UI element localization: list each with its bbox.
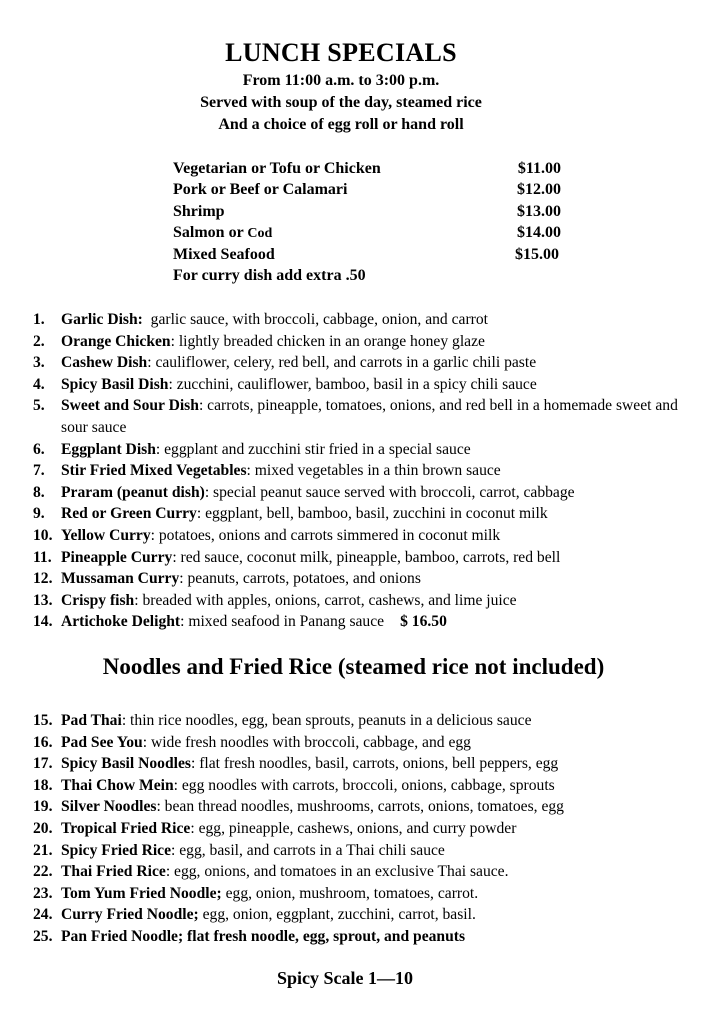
curry-note: For curry dish add extra .50 bbox=[173, 266, 366, 284]
price-row bbox=[173, 244, 573, 265]
menu-item-number: 11. bbox=[33, 548, 52, 566]
menu-item-number: 15. bbox=[33, 712, 53, 729]
menu-item-number: 24. bbox=[33, 906, 53, 924]
menu-item-name: Spicy Basil Dish bbox=[61, 375, 169, 393]
price-row bbox=[173, 222, 573, 243]
menu-item bbox=[33, 309, 693, 331]
price-value: $15.00 bbox=[515, 245, 559, 263]
menu-item-number: 16. bbox=[33, 733, 53, 751]
menu-item-name: Artichoke Delight bbox=[61, 613, 181, 631]
menu-item bbox=[33, 840, 693, 862]
menu-item-description: : bean thread noodles, mushrooms, carrots, onions, tomatoes, egg bbox=[156, 798, 564, 816]
menu-item bbox=[33, 590, 693, 612]
menu-item-number: 8. bbox=[33, 483, 45, 501]
menu-item-description: : egg, basil, and carrots in a Thai chili sauce bbox=[171, 841, 445, 859]
menu-item-name: Crispy fish bbox=[61, 591, 135, 609]
menu-item bbox=[33, 439, 693, 461]
menu-item-description: : wide fresh noodles with broccoli, cabbage, and egg bbox=[142, 733, 471, 751]
menu-item-number: 12. bbox=[33, 570, 53, 588]
menu-item-description: : lightly breaded chicken in an orange honey glaze bbox=[170, 332, 485, 350]
menu-item-number: 20. bbox=[33, 819, 53, 837]
menu-item-description: garlic sauce, with broccoli, cabbage, onion, and carrot bbox=[142, 311, 488, 328]
menu-item-name: Pineapple Curry bbox=[61, 548, 173, 566]
menu-item-description: : potatoes, onions and carrots simmered in coconut milk bbox=[150, 526, 501, 544]
menu-item-name: Orange Chicken bbox=[61, 332, 171, 350]
menu-item-number: 18. bbox=[33, 776, 53, 794]
menu-item-description: : red sauce, coconut milk, pineapple, bamboo, carrots, red bell bbox=[172, 548, 561, 566]
menu-item-number: 14. bbox=[33, 613, 53, 631]
menu-item-description: : zucchini, cauliflower, bamboo, basil in a spicy chili sauce bbox=[168, 375, 537, 393]
menu-item-description: flat fresh noodle, egg, sprout, and peanuts bbox=[183, 927, 466, 945]
menu-item-name: Eggplant Dish bbox=[61, 440, 156, 458]
menu-item-name: Sweet and Sour Dish bbox=[61, 397, 199, 415]
menu-item-name: Spicy Basil Noodles bbox=[61, 755, 191, 773]
menu-item-name: Pan Fried Noodle; bbox=[61, 927, 184, 945]
menu-item-name: Spicy Fried Rice bbox=[61, 841, 172, 859]
menu-item-number: 7. bbox=[33, 462, 45, 480]
choice-line: And a choice of egg roll or hand roll bbox=[218, 116, 464, 133]
menu-item bbox=[33, 710, 693, 732]
menu-item bbox=[33, 568, 693, 590]
menu-item-name: Pad Thai bbox=[61, 712, 122, 729]
menu-item-description: : mixed seafood in Panang sauce bbox=[180, 613, 385, 631]
price-table bbox=[173, 158, 573, 286]
menu-item-name: Silver Noodles bbox=[61, 798, 157, 816]
menu-item bbox=[33, 732, 693, 754]
menu-item bbox=[33, 331, 693, 353]
menu-item-number: 25. bbox=[33, 927, 53, 945]
price-row bbox=[173, 158, 573, 179]
noodle-items-list bbox=[33, 710, 693, 948]
menu-item-number: 5. bbox=[33, 397, 45, 415]
menu-item bbox=[33, 861, 693, 883]
menu-item bbox=[33, 611, 693, 633]
menu-item-description: : special peanut sauce served with broccoli, carrot, cabbage bbox=[204, 483, 575, 501]
menu-item-description: : eggplant, bell, bamboo, basil, zucchini in coconut milk bbox=[196, 505, 548, 523]
menu-item-description: : egg, pineapple, cashews, onions, and curry powder bbox=[190, 819, 517, 837]
price-row bbox=[173, 201, 573, 222]
menu-item-name: Praram (peanut dish) bbox=[61, 483, 205, 501]
menu-item-name: Tropical Fried Rice bbox=[61, 819, 191, 837]
price-row bbox=[173, 179, 573, 200]
price-value: $12.00 bbox=[517, 181, 561, 199]
menu-item-name: Tom Yum Fried Noodle; bbox=[61, 884, 222, 902]
menu-item-description: : carrots, pineapple, tomatoes, onions, and red bell in a homemade sweet and sour sauce bbox=[61, 397, 682, 436]
price-value: $14.00 bbox=[517, 224, 561, 242]
menu-item-number: 2. bbox=[33, 332, 45, 350]
menu-item-description: : peanuts, carrots, potatoes, and onions bbox=[179, 570, 421, 588]
menu-item-description: : cauliflower, celery, red bell, and carrots in a garlic chili paste bbox=[147, 354, 537, 372]
menu-item bbox=[33, 547, 693, 569]
menu-item-description: egg, onion, mushroom, tomatoes, carrot. bbox=[221, 884, 479, 902]
menu-item-number: 3. bbox=[33, 354, 45, 372]
menu-item-number: 1. bbox=[33, 311, 45, 328]
price-category-small: Cod bbox=[247, 226, 273, 242]
menu-item-number: 17. bbox=[33, 755, 53, 773]
price-value: $11.00 bbox=[517, 160, 561, 177]
menu-item-number: 4. bbox=[33, 375, 45, 393]
menu-item-description: : egg, onions, and tomatoes in an exclusive Thai sauce. bbox=[165, 863, 509, 881]
price-category bbox=[173, 222, 272, 244]
page-title: LUNCH SPECIALS bbox=[225, 38, 457, 67]
menu-item-name: Thai Chow Mein bbox=[61, 776, 174, 794]
spicy-scale-footer: Spicy Scale 1—10 bbox=[276, 968, 413, 988]
menu-item bbox=[33, 482, 693, 504]
menu-item-description: : thin rice noodles, egg, bean sprouts, peanuts in a delicious sauce bbox=[121, 712, 532, 729]
lunch-items-list bbox=[33, 309, 693, 633]
menu-item-description: : egg noodles with carrots, broccoli, onions, cabbage, sprouts bbox=[173, 776, 555, 794]
menu-item-description: : eggplant and zucchini stir fried in a special sauce bbox=[155, 440, 471, 458]
price-value: $13.00 bbox=[517, 202, 561, 220]
menu-item-number: 10. bbox=[33, 526, 53, 544]
price-category: Mixed Seafood bbox=[173, 245, 275, 263]
menu-item bbox=[33, 395, 693, 438]
menu-item bbox=[33, 352, 693, 374]
menu-item bbox=[33, 796, 693, 818]
menu-item-name: Red or Green Curry bbox=[61, 505, 197, 523]
menu-item-price: $ 16.50 bbox=[400, 613, 447, 631]
menu-item bbox=[33, 525, 693, 547]
menu-item-name: Curry Fried Noodle; bbox=[61, 906, 199, 924]
menu-item-name: Yellow Curry bbox=[61, 526, 151, 544]
menu-item-description: : breaded with apples, onions, carrot, cashews, and lime juice bbox=[134, 591, 517, 609]
menu-item-name: Pad See You bbox=[61, 733, 143, 751]
hours-line: From 11:00 a.m. to 3:00 p.m. bbox=[242, 72, 440, 89]
price-category: Vegetarian or Tofu or Chicken bbox=[173, 160, 381, 177]
served-with-line: Served with soup of the day, steamed rice bbox=[200, 94, 482, 111]
menu-item-name: Stir Fried Mixed Vegetables bbox=[61, 462, 247, 480]
menu-item bbox=[33, 503, 693, 525]
menu-item bbox=[33, 460, 693, 482]
menu-item-description: : flat fresh noodles, basil, carrots, onions, bell peppers, egg bbox=[190, 755, 559, 773]
menu-item-description: : mixed vegetables in a thin brown sauce bbox=[246, 462, 501, 480]
price-category-main: Salmon or bbox=[173, 224, 248, 242]
menu-item bbox=[33, 753, 693, 775]
menu-item-name: Mussaman Curry bbox=[61, 570, 180, 588]
menu-item bbox=[33, 926, 693, 948]
price-category: Pork or Beef or Calamari bbox=[173, 181, 348, 199]
noodles-heading: Noodles and Fried Rice (steamed rice not included) bbox=[102, 654, 605, 679]
menu-item bbox=[33, 374, 693, 396]
menu-item-number: 9. bbox=[33, 505, 45, 523]
menu-item-number: 21. bbox=[33, 841, 53, 859]
menu-item bbox=[33, 818, 693, 840]
menu-item-name: Cashew Dish bbox=[61, 354, 148, 372]
menu-item bbox=[33, 775, 693, 797]
menu-item bbox=[33, 904, 693, 926]
menu-item-number: 13. bbox=[33, 591, 53, 609]
menu-item bbox=[33, 883, 693, 905]
menu-item-description: egg, onion, eggplant, zucchini, carrot, basil. bbox=[198, 906, 476, 924]
menu-item-name: Garlic Dish: bbox=[61, 311, 143, 328]
menu-item-number: 23. bbox=[33, 884, 53, 902]
menu-item-number: 19. bbox=[33, 798, 53, 816]
menu-item-number: 6. bbox=[33, 440, 45, 458]
price-category: Shrimp bbox=[173, 202, 225, 220]
menu-item-name: Thai Fried Rice bbox=[61, 863, 166, 881]
menu-item-number: 22. bbox=[33, 863, 53, 881]
